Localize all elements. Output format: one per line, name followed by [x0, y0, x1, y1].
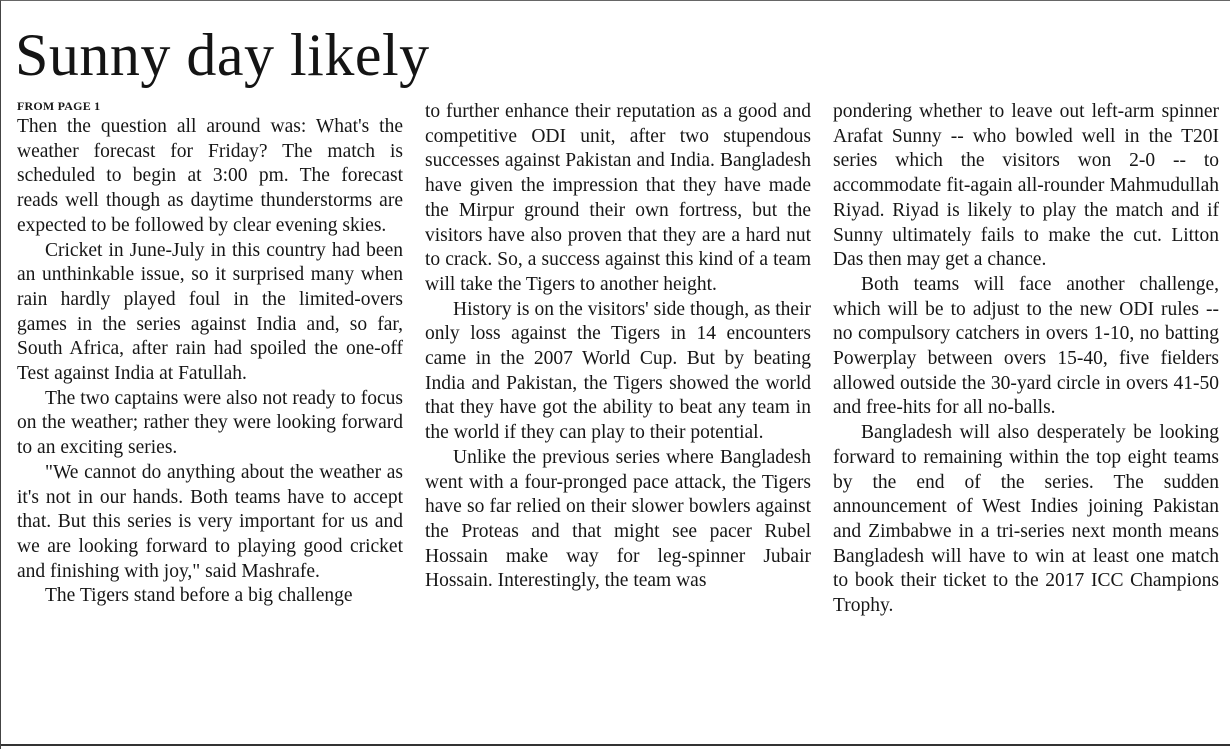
paragraph: pondering whether to leave out left-arm spinner Arafat Sunny -- who bowled well in the T20I series which the visitors won 2-0 -- to accommodate fit-again all-rounder Mahmudullah Riyad. Riyad is likely to play the match and if Sunny ultimately fails to make the cut. Litton Das then may get a chance. [833, 101, 1219, 271]
bottom-rule [1, 744, 1230, 746]
article-column-2 [425, 100, 811, 594]
paragraph: Unlike the previous series where Bangladesh went with a four-pronged pace attack, the Tigers have so far relied on their slower bowlers against the Proteas and that might see pacer Rubel Hossain make way for leg-spinner Jubair Hossain. Interestingly, the team was [425, 446, 811, 592]
paragraph: History is on the visitors' side though, as their only loss against the Tigers in 14 encounters came in the 2007 World Cup. But by beating India and Pakistan, the Tigers showed the world that they have got the ability to beat any team in the world if they can play to their potential. [425, 298, 811, 444]
paragraph: The two captains were also not ready to focus on the weather; rather they were looking forward to an exciting series. [17, 387, 403, 459]
article-column-1 [17, 98, 403, 609]
paragraph: "We cannot do anything about the weather as it's not in our hands. Both teams have to accept that. But this series is very important for us and we are looking forward to playing good cricket and finishing with joy," said Mashrafe. [17, 461, 403, 582]
article-column-3 [833, 100, 1219, 619]
paragraph: Then the question all around was: What's the weather forecast for Friday? The match is scheduled to begin at 3:00 pm. The forecast reads well though as daytime thunderstorms are expected to be followed by clear evening skies. [17, 116, 403, 236]
paragraph: Cricket in June-July in this country had been an unthinkable issue, so it surprised many when rain hardly played foul in the limited-overs games in the series against India and, so far, South Africa, after rain had spoiled the one-off Test against India at Fatullah. [17, 239, 403, 385]
headline: Sunny day likely [15, 22, 430, 88]
paragraph: The Tigers stand before a big challenge [45, 585, 353, 607]
kicker-from-page: FROM PAGE 1 [17, 99, 101, 113]
paragraph: Both teams will face another challenge, which will be to adjust to the new ODI rules -- no compulsory catchers in overs 1-10, no batting Powerplay between overs 15-40, five fielders allowed outside the 30-yard circle in overs 41-50 and free-hits for all no-balls. [833, 273, 1219, 419]
paragraph: to further enhance their reputation as a good and competitive ODI unit, after two stupendous successes against Pakistan and India. Bangladesh have given the impression that they have made the Mirpur ground their own fortress, but the visitors have also proven that they are a hard nut to crack. So, a success against this kind of a team will take the Tigers to another height. [425, 101, 811, 295]
paragraph: Bangladesh will also desperately be looking forward to remaining within the top eight teams by the end of the series. The sudden announcement of West Indies joining Pakistan and Zimbabwe in a tri-series next month means Bangladesh will have to win at least one match to book their ticket to the 2017 ICC Champions Trophy. [833, 422, 1219, 617]
